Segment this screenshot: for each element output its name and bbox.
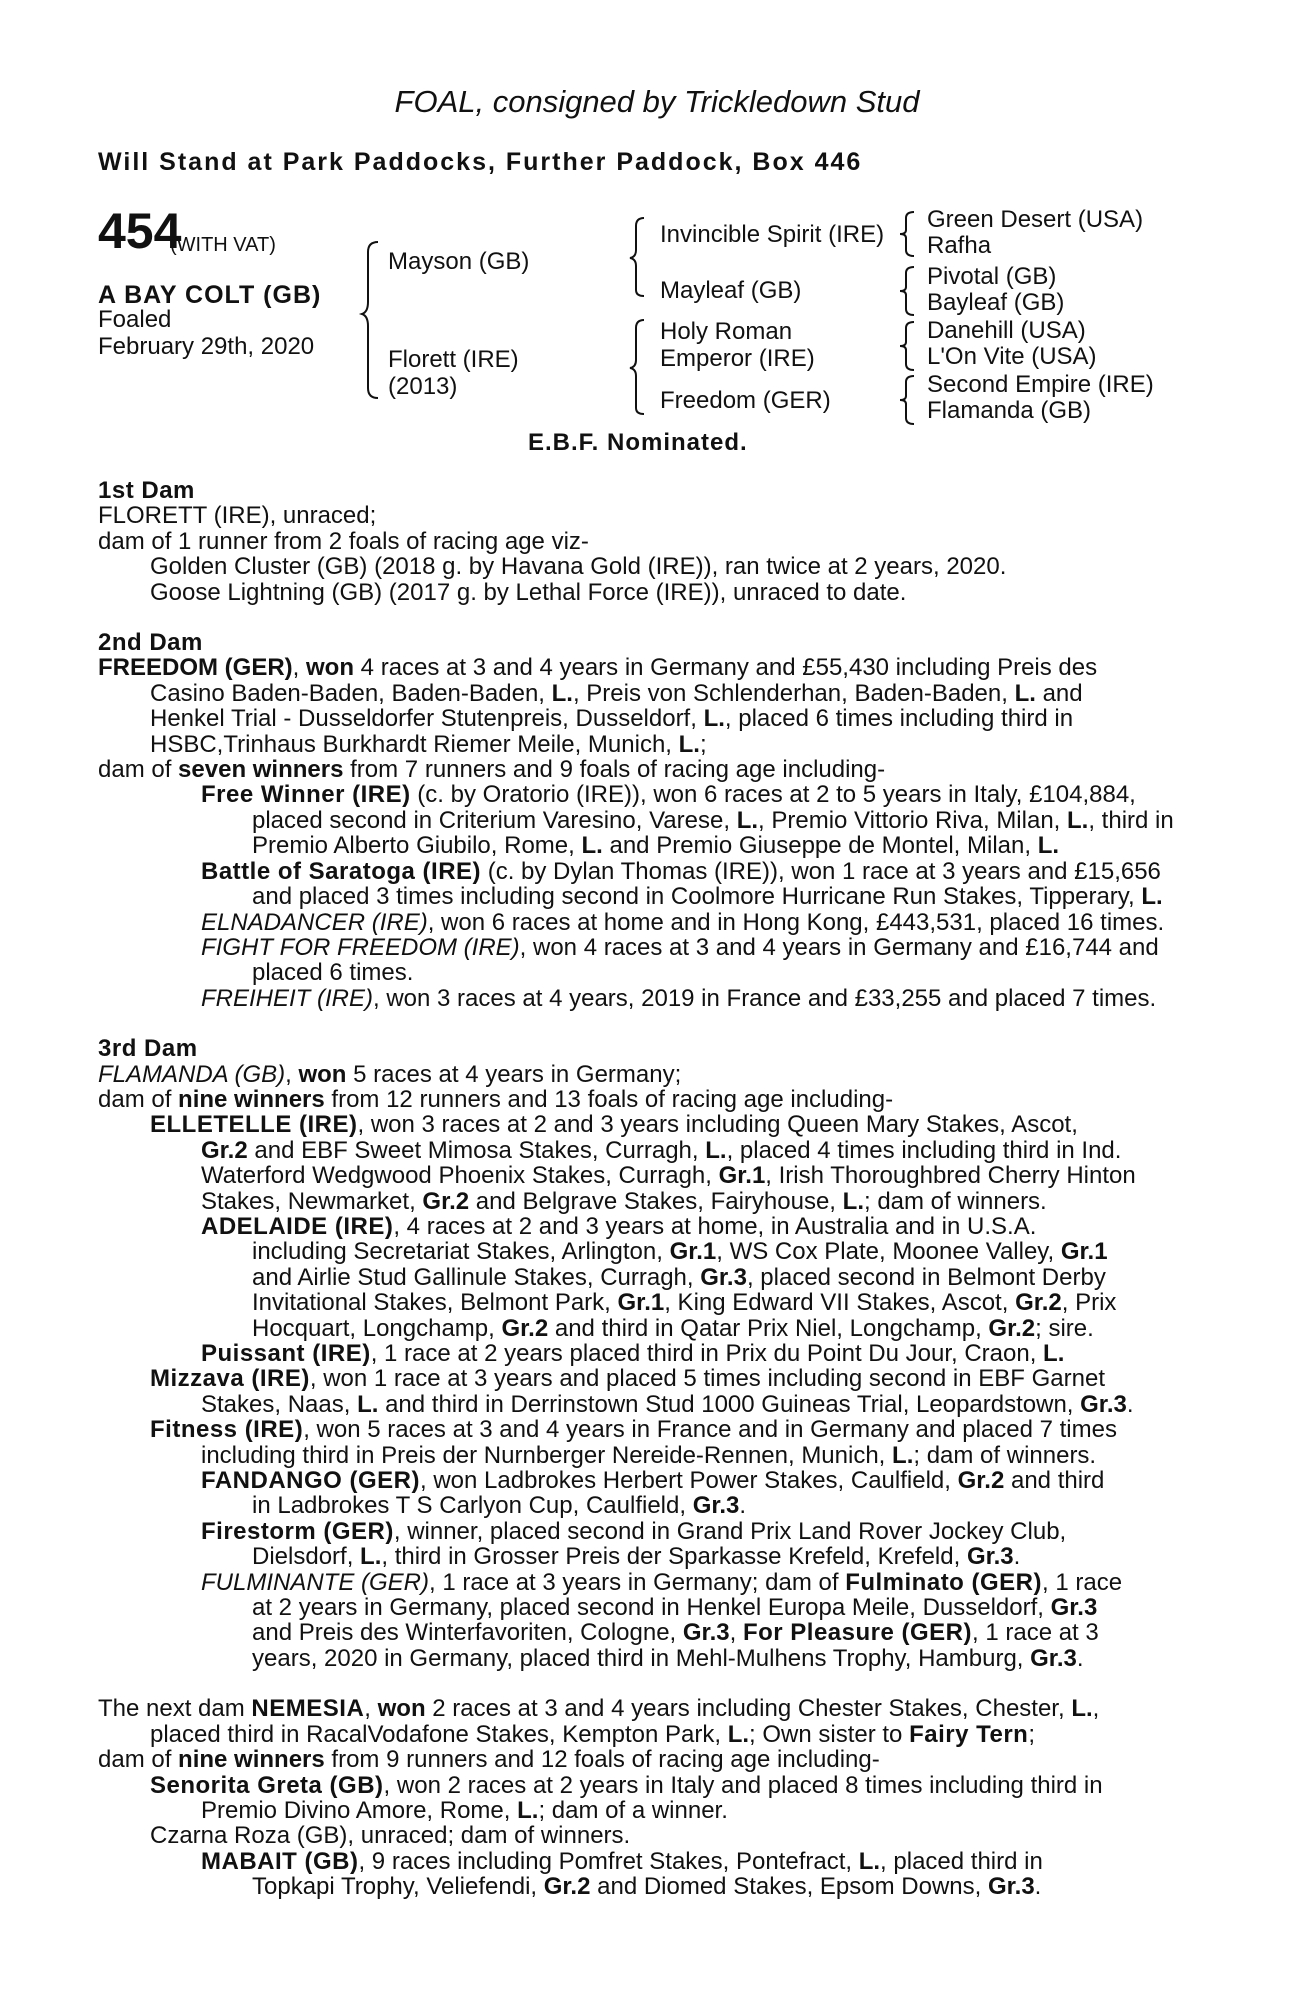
horse-name: ELLETELLE (IRE) (150, 1111, 358, 1139)
pedigree-dss: Danehill (USA) (927, 317, 1086, 344)
text: , (729, 1619, 743, 1647)
horse-name: FULMINANTE (GER) (201, 1568, 429, 1596)
produce-line: years, 2020 in Germany, placed third in Mehl-Mulhens Trophy, Hamburg, Gr.3. (252, 1644, 1084, 1672)
text: ; dam of a winner. (538, 1796, 728, 1824)
pedigree-dam: Florett (IRE) (388, 346, 519, 373)
pedigree-sire-sire: Invincible Spirit (IRE) (660, 221, 885, 248)
text: ; dam of winners. (863, 1187, 1047, 1215)
text: , Irish Thoroughbred Cherry Hinton (765, 1162, 1136, 1190)
next-dam-line (98, 1747, 1208, 1772)
horse-name: Fitness (IRE) (150, 1416, 304, 1444)
text: , Prix (1061, 1289, 1117, 1317)
stand-location: Will Stand at Park Paddocks, Further Paddock, Box 446 (98, 148, 863, 176)
text: , third in Grosser Preis der Sparkasse Krefeld, Krefeld, (381, 1543, 967, 1571)
text: The next dam (98, 1695, 252, 1723)
group: Gr.3 (1080, 1390, 1127, 1418)
text: ; Own sister to (749, 1720, 910, 1748)
text: , won 3 races at 2 and 3 years including Queen Mary Stakes, Ascot, (357, 1111, 1078, 1139)
text: and Preis des Winterfavoriten, Cologne, (252, 1619, 683, 1647)
third-dam-line: FLAMANDA (GB), won 5 races at 4 years in Germany; (98, 1060, 682, 1088)
text: Topkapi Trophy, Veliefendi, (252, 1873, 544, 1901)
third-dam-heading: 3rd Dam (98, 1035, 198, 1063)
group: Gr.2 (1015, 1289, 1062, 1317)
text: , 4 races at 2 and 3 years at home, in Australia and in U.S.A. (393, 1212, 1037, 1240)
listed: L. (727, 1720, 750, 1748)
produce-line (98, 910, 1208, 935)
second-dam-line (98, 732, 1208, 757)
text: ; sire. (1035, 1314, 1094, 1342)
page-title: FOAL, consigned by Trickledown Stud (394, 84, 920, 119)
produce-line: Dielsdorf, L., third in Grosser Preis der Sparkasse Krefeld, Krefeld, Gr.3. (252, 1543, 1021, 1571)
text: and third (1004, 1467, 1105, 1495)
horse-name: Mizzava (IRE) (150, 1365, 310, 1393)
listed: L. (357, 1390, 379, 1418)
dam-name: FLAMANDA (GB) (98, 1060, 286, 1088)
pedigree-dsd: L'On Vite (USA) (927, 343, 1097, 370)
pedigree-dam-dam: Freedom (GER) (660, 387, 831, 414)
group: Gr.2 (957, 1467, 1005, 1495)
horse-name: FIGHT FOR FREEDOM (IRE) (201, 933, 520, 961)
pedigree-sire-dam: Mayleaf (GB) (660, 277, 802, 304)
pedigree-sds: Pivotal (GB) (927, 263, 1057, 290)
pedigree-dam-sire-1: Holy Roman (660, 318, 793, 345)
text: dam of (98, 1085, 179, 1113)
produce-line (98, 808, 1208, 833)
group: Gr.1 (669, 1238, 717, 1266)
text: ; (699, 730, 707, 758)
listed: L. (1141, 883, 1163, 911)
group: Gr.2 (501, 1314, 549, 1342)
listed: L. (360, 1543, 382, 1571)
text: Casino Baden-Baden, Baden-Baden, (150, 679, 552, 707)
text: and third in Qatar Prix Niel, Longchamp, (548, 1314, 989, 1342)
next-dam-line: The next dam NEMESIA, won 2 races at 3 and 4 years including Chester Stakes, Chester, L., (98, 1695, 1100, 1723)
text: and (1035, 679, 1083, 707)
text: Dielsdorf, (252, 1543, 361, 1571)
text: including third in Preis der Nurnberger Nereide-Rennen, Munich, (201, 1441, 893, 1469)
text: Premio Alberto Giubilo, Rome, (252, 832, 582, 860)
text: nine winners (178, 1085, 325, 1113)
produce-line (98, 1849, 1208, 1874)
text: nine winners (178, 1746, 325, 1774)
dam-name: NEMESIA (251, 1695, 365, 1723)
text: Henkel Trial - Dusseldorfer Stutenpreis, Dusseldorf, (150, 705, 704, 733)
group: Gr.2 (988, 1314, 1036, 1342)
group: Gr.3 (1030, 1644, 1077, 1672)
foaled-label: Foaled (98, 306, 172, 333)
text: years, 2020 in Germany, placed third in Mehl-Mulhens Trophy, Hamburg, (252, 1644, 1031, 1672)
second-dam-line (98, 757, 1208, 782)
text: , winner, placed second in Grand Prix Land Rover Jockey Club, (393, 1517, 1067, 1545)
text: dam of (98, 756, 179, 784)
won-text: won (298, 1060, 347, 1088)
text: and EBF Sweet Mimosa Stakes, Curragh, (247, 1136, 706, 1164)
text: , 9 races including Pomfret Stakes, Pontefract, (358, 1847, 859, 1875)
second-dam-line (98, 681, 1208, 706)
listed: L. (551, 679, 573, 707)
group: Gr.2 (201, 1136, 248, 1164)
produce-line: placed 6 times. (252, 959, 414, 987)
text: , won Ladbrokes Herbert Power Stakes, Caulfield, (420, 1467, 958, 1495)
text: , placed 4 times including third in Ind. (726, 1136, 1122, 1164)
listed: L. (736, 806, 759, 834)
text: . (1034, 1873, 1042, 1901)
produce-line (98, 1163, 1208, 1188)
text: , won 3 races at 4 years, 2019 in France and £33,255 and placed 7 times. (373, 984, 1157, 1012)
next-dam-line (98, 1722, 1208, 1747)
produce-line (98, 1214, 1208, 1239)
text: Waterford Wedgwood Phoenix Stakes, Curragh, (201, 1162, 719, 1190)
text: , 1 race at 2 years placed third in Prix du Point Du Jour, Craon, (370, 1340, 1044, 1367)
text: Invitational Stakes, Belmont Park, (252, 1289, 618, 1317)
listed: L. (703, 705, 725, 733)
text: , third in (1088, 806, 1174, 834)
horse-name: Fairy Tern (909, 1720, 1029, 1748)
first-dam-produce: Goose Lightning (GB) (2017 g. by Lethal Force (IRE)), unraced to date. (150, 578, 907, 606)
text: and Diomed Stakes, Epsom Downs, (590, 1873, 988, 1901)
group: Gr.3 (692, 1492, 740, 1520)
produce-line: Stakes, Naas, L. and third in Derrinstown Stud 1000 Guineas Trial, Leopardstown, Gr.3. (201, 1390, 1134, 1418)
horse-name: ELNADANCER (IRE) (201, 908, 428, 936)
text: from 9 runners and 12 foals of racing age including- (324, 1746, 880, 1774)
group: Gr.3 (966, 1543, 1014, 1571)
text: , won 2 races at 2 years in Italy and placed 8 times including third in (383, 1771, 1103, 1799)
produce-line (98, 935, 1208, 960)
second-dam-line (98, 706, 1208, 731)
listed: L. (842, 1187, 864, 1215)
produce-line (98, 1595, 1208, 1620)
produce-line (98, 1138, 1208, 1163)
text: , (1092, 1695, 1100, 1723)
produce-line (98, 1316, 1208, 1341)
text: from 7 runners and 9 foals of racing age including- (343, 756, 886, 784)
text: 4 races at 3 and 4 years in Germany and £55,430 including Preis des (354, 654, 1098, 682)
group: Gr.2 (543, 1873, 591, 1901)
produce-line (98, 1468, 1208, 1493)
horse-name: Fulminato (GER) (845, 1568, 1043, 1596)
lot-number: 454 (98, 203, 182, 259)
lot-name: A BAY COLT (GB) (98, 281, 322, 309)
ebf-note: E.B.F. Nominated. (528, 429, 748, 456)
text: , 1 race at 3 years in Germany; dam of (429, 1568, 846, 1596)
pedigree-bracket-4 (900, 210, 920, 258)
pedigree-bracket-2 (630, 216, 650, 298)
group: Gr.3 (700, 1263, 747, 1291)
text: Hocquart, Longchamp, (252, 1314, 502, 1342)
produce-line (98, 1798, 1208, 1823)
produce-line (98, 884, 1208, 909)
text: , Preis von Schlenderhan, Baden-Baden, (572, 679, 1015, 707)
vat-note: (WITH VAT) (170, 234, 276, 256)
produce-line (98, 1874, 1208, 1899)
listed: L. (1071, 1695, 1093, 1723)
text: Stakes, Naas, (201, 1390, 358, 1418)
group: Gr.3 (1050, 1594, 1098, 1622)
listed: L. (581, 832, 603, 860)
produce-line (98, 986, 1208, 1011)
pedigree-bracket-3 (630, 318, 650, 416)
text: ; dam of winners. (913, 1441, 1097, 1469)
text: , WS Cox Plate, Moonee Valley, (716, 1238, 1061, 1266)
produce-line (98, 1417, 1208, 1442)
horse-name: Senorita Greta (GB) (150, 1771, 384, 1799)
listed: L. (1043, 1340, 1065, 1367)
horse-name: Free Winner (IRE) (201, 781, 411, 809)
produce-line (98, 1189, 1208, 1214)
text: 5 races at 4 years in Germany; (346, 1060, 682, 1088)
listed: L. (1014, 679, 1036, 707)
text: Stakes, Newmarket, (201, 1187, 423, 1215)
text: , King Edward VII Stakes, Ascot, (664, 1289, 1016, 1317)
horse-name: FREIHEIT (IRE) (201, 984, 373, 1012)
text: HSBC,Trinhaus Burkhardt Riemer Meile, Munich, (150, 730, 679, 758)
produce-line: Czarna Roza (GB), unraced; dam of winners. (150, 1822, 631, 1850)
produce-line (98, 1239, 1208, 1264)
first-dam-produce: Golden Cluster (GB) (2018 g. by Havana Gold (IRE)), ran twice at 2 years, 2020. (150, 553, 1007, 581)
horse-name: Battle of Saratoga (IRE) (201, 857, 482, 885)
produce-line: in Ladbrokes T S Carlyon Cup, Caulfield, Gr.3. (252, 1492, 747, 1520)
produce-line (98, 859, 1208, 884)
text: , won 6 races at home and in Hong Kong, £443,531, placed 16 times. (427, 908, 1165, 936)
first-dam-line: FLORETT (IRE), unraced; (98, 502, 377, 530)
group: Gr.1 (617, 1289, 665, 1317)
second-dam-line: FREEDOM (GER), won 4 races at 3 and 4 years in Germany and £55,430 including Preis des (98, 654, 1098, 682)
pedigree-sss: Green Desert (USA) (927, 206, 1144, 233)
text: from 12 runners and 13 foals of racing age including- (324, 1085, 894, 1113)
text: dam of (98, 1746, 179, 1774)
text: , Premio Vittorio Riva, Milan, (758, 806, 1068, 834)
won-text: won (377, 1695, 426, 1723)
text: 2 races at 3 and 4 years including Chester Stakes, Chester, (425, 1695, 1072, 1723)
pedigree-sdd: Bayleaf (GB) (927, 289, 1065, 316)
produce-line (98, 1265, 1208, 1290)
pedigree-bracket-6 (900, 320, 920, 372)
horse-name: MABAIT (GB) (201, 1847, 359, 1875)
text: , won 4 races at 3 and 4 years in Germany and £16,744 and (519, 933, 1159, 961)
first-dam-heading: 1st Dam (98, 477, 195, 504)
group: Gr.3 (987, 1873, 1035, 1901)
text: and Premio Giuseppe de Montel, Milan, (602, 832, 1038, 860)
produce-line (98, 1443, 1208, 1468)
text: (c. by Oratorio (IRE)), won 6 races at 2 to 5 years in Italy, £104,884, (410, 781, 1136, 809)
produce-line (98, 1112, 1208, 1137)
text: , placed third in (880, 1847, 1043, 1875)
produce-line (98, 782, 1208, 807)
foaled-date: February 29th, 2020 (98, 333, 315, 360)
text: and Belgrave Stakes, Fairyhouse, (469, 1187, 843, 1215)
text: , won 5 races at 3 and 4 years in France and in Germany and placed 7 times (303, 1416, 1117, 1444)
text: placed second in Criterium Varesino, Varese, (252, 806, 737, 834)
second-dam-heading: 2nd Dam (98, 629, 203, 657)
produce-line (98, 1341, 1208, 1366)
horse-name: Firestorm (GER) (201, 1517, 394, 1545)
pedigree-bracket-1 (362, 240, 382, 400)
listed: L. (678, 730, 700, 758)
text: , 1 race (1042, 1568, 1123, 1596)
text: in Ladbrokes T S Carlyon Cup, Caulfield, (252, 1492, 693, 1520)
text: placed third in RacalVodafone Stakes, Kempton Park, (150, 1720, 728, 1748)
produce-line (98, 833, 1208, 858)
text: including Secretariat Stakes, Arlington, (252, 1238, 670, 1266)
dam-name: FREEDOM (GER) (98, 654, 293, 682)
text: and placed 3 times including second in Coolmore Hurricane Run Stakes, Tipperary, (252, 883, 1142, 911)
listed: L. (1037, 832, 1060, 860)
text: Premio Divino Amore, Rome, (201, 1796, 518, 1824)
horse-name: Puissant (IRE) (201, 1340, 371, 1367)
text: , placed 6 times including third in (724, 705, 1074, 733)
pedigree-bracket-5 (900, 265, 920, 317)
produce-line (98, 1570, 1208, 1595)
pedigree-dam-year: (2013) (388, 373, 458, 400)
produce-line (98, 1366, 1208, 1391)
listed: L. (892, 1441, 914, 1469)
text: and third in Derrinstown Stud 1000 Guineas Trial, Leopardstown, (378, 1390, 1081, 1418)
pedigree-ssd: Rafha (927, 232, 992, 259)
group: Gr.3 (682, 1619, 730, 1647)
produce-line (98, 1773, 1208, 1798)
group: Gr.2 (422, 1187, 470, 1215)
text: , placed second in Belmont Derby (746, 1263, 1106, 1291)
produce-line (98, 1290, 1208, 1315)
listed: L. (858, 1847, 881, 1875)
pedigree-dam-sire-2: Emperor (IRE) (660, 345, 815, 372)
horse-name: FANDANGO (GER) (201, 1467, 420, 1495)
won-text: won (306, 654, 355, 682)
produce-line (98, 1519, 1208, 1544)
text: and Airlie Stud Gallinule Stakes, Curragh, (252, 1263, 701, 1291)
catalogue-body (98, 478, 1208, 1900)
text: seven winners (178, 756, 344, 784)
text: (c. by Dylan Thomas (IRE)), won 1 race at 3 years and £15,656 (481, 857, 1161, 885)
group: Gr.1 (1060, 1238, 1108, 1266)
horse-name: ADELAIDE (IRE) (201, 1212, 394, 1240)
pedigree-dds: Second Empire (IRE) (927, 371, 1154, 398)
text: , won 1 race at 3 years and placed 5 times including second in EBF Garnet (309, 1365, 1105, 1393)
group: Gr.1 (718, 1162, 766, 1190)
produce-line (98, 1620, 1208, 1645)
text: at 2 years in Germany, placed second in Henkel Europa Meile, Dusseldorf, (252, 1594, 1051, 1622)
text: , 1 race at 3 (972, 1619, 1099, 1647)
pedigree-sire: Mayson (GB) (388, 248, 530, 275)
listed: L. (1067, 806, 1089, 834)
listed: L. (517, 1796, 539, 1824)
pedigree-ddd: Flamanda (GB) (927, 397, 1092, 424)
text: ; (1028, 1720, 1035, 1748)
listed: L. (705, 1136, 727, 1164)
first-dam-line: dam of 1 runner from 2 foals of racing age viz- (98, 527, 589, 555)
third-dam-line (98, 1087, 1208, 1112)
horse-name: For Pleasure (GER) (742, 1619, 972, 1647)
pedigree-bracket-7 (900, 374, 920, 426)
